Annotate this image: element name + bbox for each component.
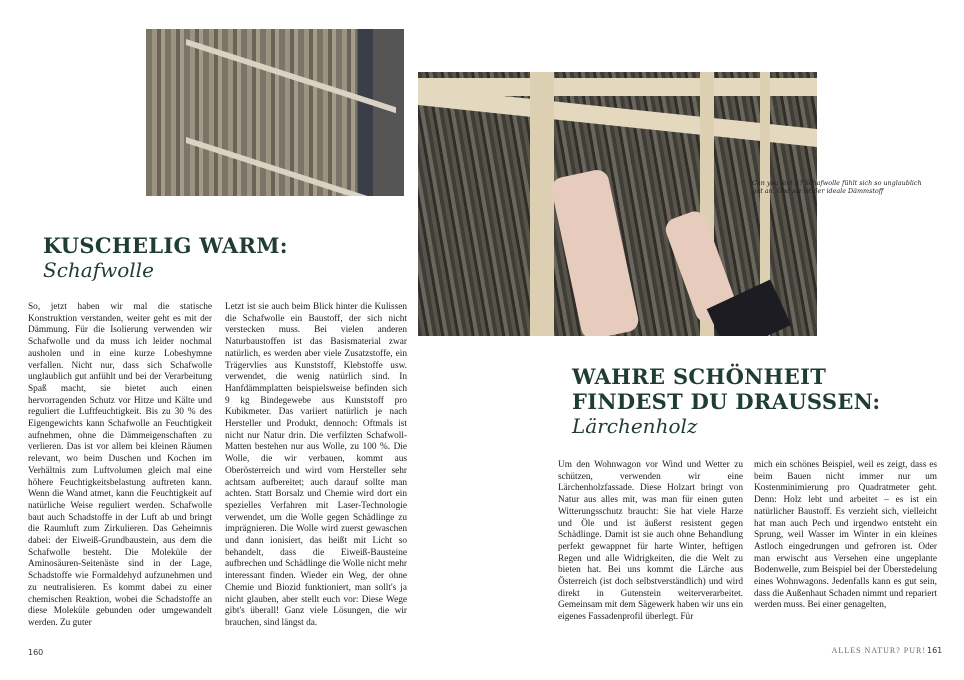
section-heading-schafwolle (43, 233, 288, 282)
shelf-board (186, 39, 396, 113)
body-column-3: Um den Wohnwagon vor Wind und Wetter zu schützen, verwenden wir eine Lärchenholzfassade. Diese Holzart bringt von Natur aus alles mit, was man für einen guten Witterungsschutz braucht: Sie hat viele Harze und Öle und ist äußerst resistent gegen Schädlinge. Damit ist sie auch ohne Behandlung perfekt gewappnet für harte Winter, heftigen Regen und alle Widrigkeiten, die die Welt zu bieten hat. Bei uns kommt die Lärche aus Österreich (ist doch selbstverständlich) und wird direkt in Gutenstein weiterverarbeitet. Gemeinsam mit dem Sägewerk haben wir uns ein eigenes Fassadenprofil überlegt. Für (558, 460, 743, 623)
wool-insulation-photo (146, 29, 404, 196)
page-number-left: 160 (28, 648, 44, 657)
page-number-right: 161 (927, 646, 943, 655)
wood-beam (418, 87, 817, 147)
body-column-4: mich ein schönes Beispiel, weil es zeigt, dass es beim Bauen nicht immer nur um Kostenminimierung pro Quadratmeter geht. Denn: Holz lebt und arbeitet – es ist ein natürlicher Baustoff. Es verzieht sich, vielleicht hat man auch Pech und irgendwo entsteht ein Sprung, weil Wasser im Winter in ein kleines Astloch eingedrungen und gefroren ist. Oder man erwischt aus Versehen eine ungeplante Bodenwelle, zum Beispiel bei der Überstedelung eines Wohnwagons. Jedenfalls kann es gut sein, dass die Außenhaut Schaden nimmt und repariert werden muss. Bei einer genagelten, (754, 460, 937, 611)
section-heading-laerchenholz (572, 364, 880, 438)
heading-subtitle: Lärchenholz (572, 414, 698, 438)
body-column-2: Letzt ist sie auch beim Blick hinter die Kulissen die Schafwolle ein Baustoff, der sich nicht verstecken muss. Bei vielen anderen Naturbaustoffen ist das Basismaterial zwar natürlich, es werden aber viele Zusatzstoffe, ein Trägervlies aus Kunststoff, Klebstoffe usw. verwendet, die wenig natürlich sind. In Hanfdämmplatten beispielsweise befinden sich 9 kg Bindegewebe aus Kunststoff pro Kubikmeter. Das variiert natürlich je nach Hersteller und Produkt, dennoch: Oftmals ist nicht nur Natur drin. Die verfilzten Schafwoll-Matten bestehen nur aus Wolle, zu 100 %. Die Wolle, die wir verbauen, kommt aus Oberösterreich und wird vom Hersteller sehr achtsam aufbereitet; auch darauf sollte man achten. Statt Borsalz und Chemie wird dort ein spezielles Verfahren mit Laser-Technologie verwendet, um die Wolle gegen Schädlinge zu imprägnieren. Die Wolle wird zuerst gewaschen und dann ionisiert, das heißt mit Licht so behandelt, dass die Eiweiß-Bausteine aufbrechen und Schädlinge die Wolle nicht mehr interessant finden. Wieder ein Weg, der ohne Chemie und Biozid funktioniert, man sollt's ja nicht glauben, aber stellt euch vor: Diese Wege gibt's überall! Ganz viele Lösungen, die wir brauchen, sind längst da. (225, 302, 407, 628)
running-title: ALLES NATUR? PUR! (831, 646, 926, 655)
shelf-board (186, 137, 396, 196)
heading-title-line-1: WAHRE SCHÖNHEIT (572, 364, 827, 389)
photo-caption: Can you feel it? Schafwolle fühlt sich so unglaublich gut an. Und sie ist der ideale Dämmstoff (752, 179, 922, 195)
hand (549, 168, 640, 336)
wood-post (530, 72, 554, 336)
body-column-1: So, jetzt haben wir mal die statische Konstruktion verstanden, weiter geht es mit der Dämmung. Für die Isolierung verwenden wir Schafwolle und da muss ich leider nochmal ausholen und in eine kurze Lobeshymne verfallen. Nicht nur, dass sich Schafwolle unglaublich gut anfühlt und bei der Verarbeitung Spaß macht, sie bietet auch einen hervorragenden Schutz vor Hitze und Kälte und reguliert die Luftfeuchtigkeit. Bis zu 30 % des Eigengewichts kann Schafwolle an Feuchtigkeit aufnehmen, ohne die Dämmeigenschaften zu verlieren. Das ist vor allem bei kleinen Räumen relevant, wo beim Duschen und Kochen im Verhältnis zum Luftvolumen gleich mal eine höhere Feuchtigkeitsbelastung auftreten kann. Wenn die Wand atmet, kann die Feuchtigkeit auf natürliche Weise reguliert werden. Schafwolle baut auch Schadstoffe in der Luft ab und bringt die Raumluft zum Zirkulieren. Das Geheimnis dabei: der Eiweiß-Grundbaustein, aus dem die Schafwolle besteht. Die Moleküle der Aminosäuren-Seitenäste sind in der Lage, Schadstoffe wie Formaldehyd aufzunehmen und zu neutralisieren. Es kommt dabei zu einer chemischen Reaktion, wobei die Schadstoffe an diese Moleküle gebunden oder umgewandelt werden. Zu guter (28, 302, 212, 628)
heading-subtitle: Schafwolle (43, 258, 154, 282)
heading-title-line-2: FINDEST DU DRAUSSEN: (572, 389, 881, 414)
hands-touching-wool-photo (418, 72, 817, 336)
heading-title: KUSCHELIG WARM: (43, 233, 288, 258)
